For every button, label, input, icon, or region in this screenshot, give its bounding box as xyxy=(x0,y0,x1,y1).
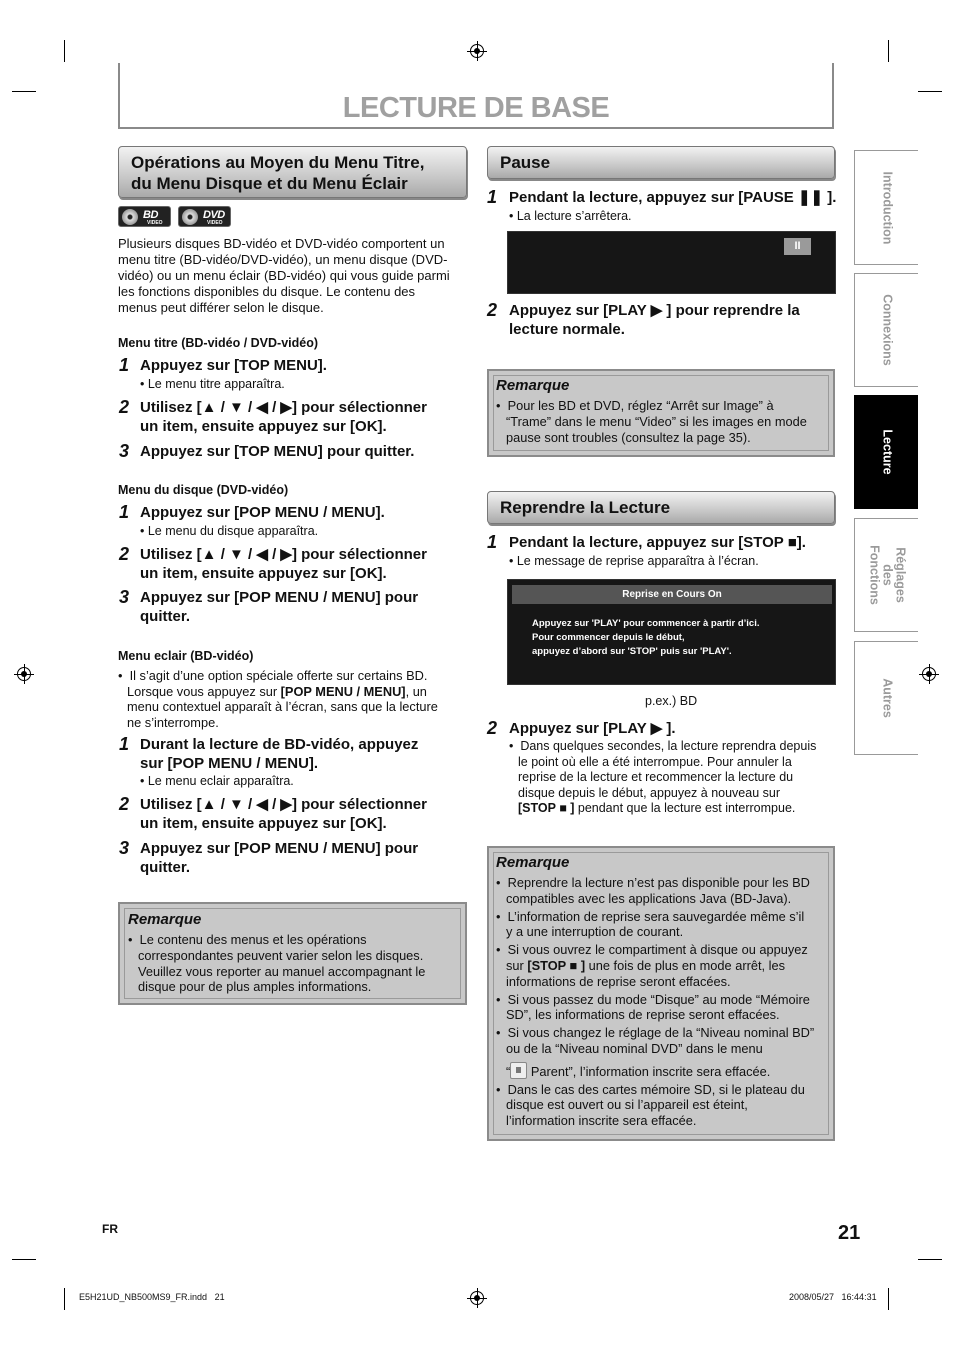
intro-paragraph: Plusieurs disques BD-vidéo et DVD-vidéo comportent un menu titre (BD-vidéo/DVD-vidéo), un menu disque (DVD- vidéo) ou un menu éclair (BD-vidéo) qui vous guide parmi les fonctions disponibles du disque. Le contenu des menus peut différer selon le disque. xyxy=(118,236,450,315)
side-tab-connexions[interactable]: Connexions xyxy=(854,273,918,387)
step-text: Utilisez [▲ / ▼ / ◀ / ▶] pour sélectionner un item, ensuite appuyez sur [OK]. xyxy=(140,399,427,435)
step-text: Pendant la lecture, appuyez sur [STOP ■]. xyxy=(509,534,806,551)
crop-mark xyxy=(64,40,65,62)
step-text: Appuyez sur [POP MENU / MENU] pour quitter. xyxy=(140,840,419,876)
bullet: • La lecture s’arrêtera. xyxy=(509,209,632,223)
remark-box xyxy=(487,369,835,457)
step-number: 2 xyxy=(119,544,130,564)
crop-mark xyxy=(918,1259,942,1260)
bullet: • Le message de reprise apparaîtra à l’écran. xyxy=(509,554,759,568)
section-title-line: Opérations au Moyen du Menu Titre, xyxy=(131,153,425,172)
step-number: 2 xyxy=(119,397,130,417)
remark-text: • Pour les BD et DVD, réglez “Arrêt sur Image” à “Trame” dans le menu “Video” si les images en mode pause sont troubles (consultez la page 35). xyxy=(496,398,807,445)
side-tab-lecture[interactable]: Lecture xyxy=(854,395,918,509)
pause-screen xyxy=(507,231,836,294)
crop-mark xyxy=(888,40,889,62)
step-number: 1 xyxy=(487,187,498,207)
section-title: Pause xyxy=(500,153,551,172)
step-number: 2 xyxy=(119,794,130,814)
step-number: 1 xyxy=(487,532,498,552)
side-tab-reglages[interactable]: Réglages des Fonctions xyxy=(854,518,918,632)
bullet: • Dans quelques secondes, la lecture reprendra depuis le point où elle a été interrompue. Pour annuler la reprise de la lecture et recommencer la lecture du disque depuis le début, appuyez à nouveau sur [STOP ■ ] pendant que la lecture est interrompue. xyxy=(509,739,817,815)
bd-video-icon: BD VIDEO xyxy=(118,206,171,227)
screen-caption: p.ex.) BD xyxy=(645,694,698,708)
section-header-menus xyxy=(118,146,467,198)
file-name: E5H21UD_NB500MS9_FR.indd 21 xyxy=(79,1292,225,1302)
step-number: 3 xyxy=(119,441,130,461)
language-code: FR xyxy=(102,1222,118,1236)
menu-eclair-intro: • Il s’agit d’une option spéciale offerte sur certains BD. Lorsque vous appuyez sur [POP MENU / MENU], un menu contextuel apparaît à l’écran, sans que la lecture ne s’interrompe. xyxy=(118,668,438,730)
bullet: • Le menu titre apparaîtra. xyxy=(140,377,285,391)
bullet: • Le menu du disque apparaîtra. xyxy=(140,524,319,538)
dvd-video-icon: DVD VIDEO xyxy=(178,206,231,227)
crop-mark xyxy=(12,91,36,92)
remark-text: • Reprendre la lecture n’est pas disponible pour les BD compatibles avec les applications Java (BD-Java). • L’information de reprise sera sauvegardée même s’il y a une interruption de courant. • Si vous ouvrez le compartiment à disque ou appuyez sur [STOP ■ ] une fois de plus en mode arrêt, les informations de reprise seront effacées. • Si vous passez du mode “Disque” au mode “Mémoire SD”, les informations de reprise seront effacées. • Si vous changez le réglage de la “Niveau nominal BD” ou de la “Niveau nominal DVD” dans le menu “ Parent”, l’information inscrite sera effacée. • Dans le cas des cartes mémoire SD, si le plateau du disque est ouvert ou si l’appareil est éteint, l’information inscrite sera effacée. xyxy=(496,875,815,1129)
crop-mark xyxy=(918,91,942,92)
section-title-line: du Menu Disque et du Menu Éclair xyxy=(131,174,408,193)
step-text: Appuyez sur [PLAY ▶ ]. xyxy=(509,720,676,737)
crop-mark xyxy=(12,1259,36,1260)
step-number: 2 xyxy=(487,718,498,738)
bullet: • Le menu eclair apparaîtra. xyxy=(140,774,294,788)
resume-screen-message: Appuyez sur 'PLAY' pour commencer à partir d’ici. Pour commencer depuis le début, appuyez d’abord sur 'STOP' puis sur 'PLAY'. xyxy=(532,618,760,657)
side-tab-autres[interactable]: Autres xyxy=(854,641,918,755)
step-number: 1 xyxy=(119,734,130,754)
registration-mark-icon xyxy=(922,667,936,681)
step-number: 1 xyxy=(119,502,130,522)
step-number: 1 xyxy=(119,355,130,375)
step-number: 3 xyxy=(119,838,130,858)
step-text: Appuyez sur [PLAY ▶ ] pour reprendre la lecture normale. xyxy=(509,302,800,338)
side-tab-introduction[interactable]: Introduction xyxy=(854,150,918,265)
registration-mark-icon xyxy=(470,1291,484,1305)
crop-mark xyxy=(888,1288,889,1310)
remark-title: Remarque xyxy=(496,377,570,394)
page-title: LECTURE DE BASE xyxy=(342,92,610,124)
remark-title: Remarque xyxy=(128,911,202,928)
crop-mark xyxy=(64,1288,65,1310)
subheading-menu-disque: Menu du disque (DVD-vidéo) xyxy=(118,483,289,497)
remark-box xyxy=(118,902,467,1005)
registration-mark-icon xyxy=(17,667,31,681)
resume-screen xyxy=(507,579,836,685)
step-text: Appuyez sur [TOP MENU]. xyxy=(140,357,327,374)
print-datetime: 2008/05/27 16:44:31 xyxy=(789,1292,877,1302)
remark-box xyxy=(487,846,835,1141)
subheading-menu-eclair: Menu eclair (BD-vidéo) xyxy=(118,649,254,663)
step-text: Appuyez sur [TOP MENU] pour quitter. xyxy=(140,443,415,460)
section-header-pause xyxy=(487,146,835,179)
registration-mark-icon xyxy=(470,44,484,58)
remark-title: Remarque xyxy=(496,854,570,871)
parental-lock-icon xyxy=(510,1062,527,1079)
step-text: Durant la lecture de BD-vidéo, appuyez sur [POP MENU / MENU]. xyxy=(140,736,419,772)
step-number: 2 xyxy=(487,300,498,320)
step-text: Utilisez [▲ / ▼ / ◀ / ▶] pour sélectionner un item, ensuite appuyez sur [OK]. xyxy=(140,796,427,832)
section-title: Reprendre la Lecture xyxy=(500,498,671,517)
page-number: 21 xyxy=(838,1222,861,1244)
subheading-menu-titre: Menu titre (BD-vidéo / DVD-vidéo) xyxy=(118,336,319,350)
section-header-resume xyxy=(487,491,835,524)
remark-text: • Le contenu des menus et les opérations correspondantes peuvent varier selon les disques. Veuillez vous reporter au manuel accompagnant le disque pour de plus amples informations. xyxy=(128,932,426,995)
step-number: 3 xyxy=(119,587,130,607)
pause-icon: II xyxy=(784,238,811,255)
step-text: Utilisez [▲ / ▼ / ◀ / ▶] pour sélectionner un item, ensuite appuyez sur [OK]. xyxy=(140,546,427,582)
resume-screen-header: Reprise en Cours On xyxy=(512,585,832,604)
step-text: Appuyez sur [POP MENU / MENU]. xyxy=(140,504,385,521)
step-text: Appuyez sur [POP MENU / MENU] pour quitter. xyxy=(140,589,419,625)
step-text: Pendant la lecture, appuyez sur [PAUSE ❚❚ ]. xyxy=(509,189,837,206)
